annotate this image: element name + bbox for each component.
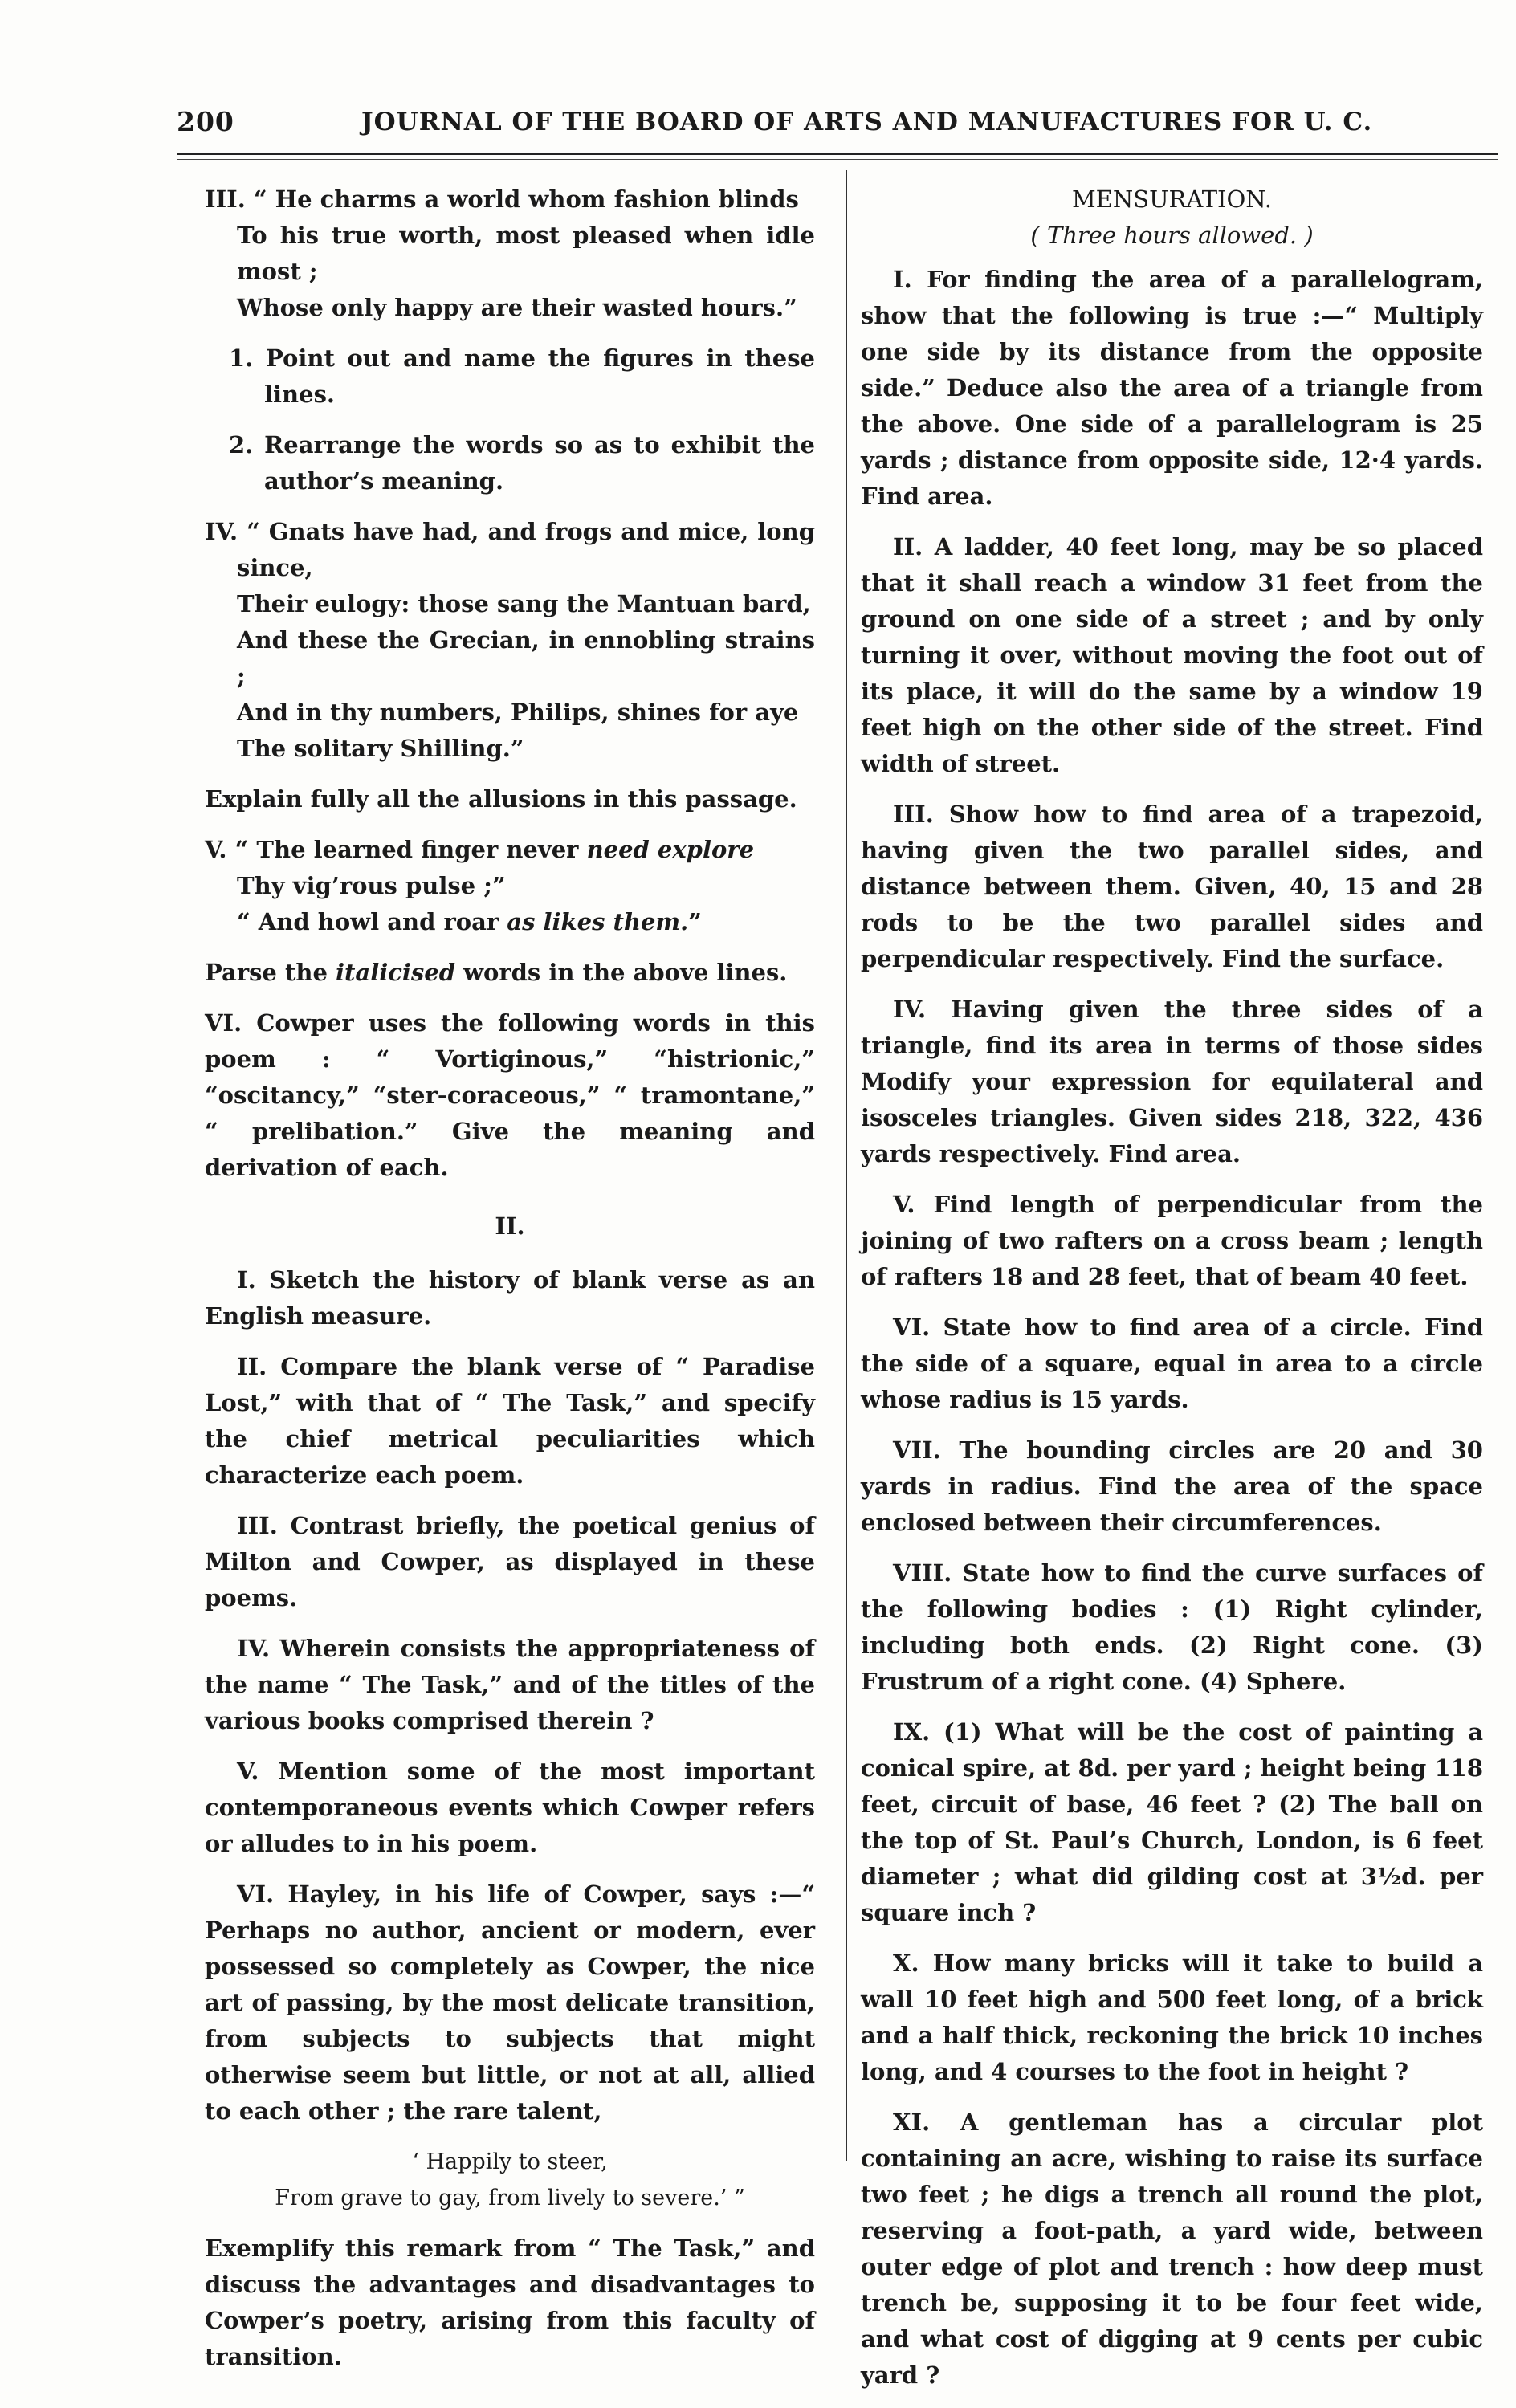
problem-paragraph: XI. A gentleman has a circular plot containing an acre, wishing to raise its surface two feet ; he digs a trench all round the plot, reserving a foot-path, a yard wide, between outer edge of plot and trench : how deep must trench be, supposing it to be four feet wide, and what cost of digging at 9 cents per cubic yard ? [861,2109,1483,2389]
verse-line: Whose only happy are their wasted hours.” [237,294,797,321]
italic-word: italicised [336,959,455,986]
problem-paragraph: IX. (1) What will be the cost of painting a conical spire, at 8d. per yard ; height being 118 feet, circuit of base, 46 feet ? (2) The ball on the top of St. Paul’s Church, London, is 6 feet diameter ; what did gilding cost at 3½d. per square inch ? [861,1718,1483,1926]
question-4-quote [205,514,815,767]
subquestion: 1. Point out and name the figures in these lines. [229,344,815,408]
right-column [861,181,1483,2408]
verse-line: And these the Grecian, in ennobling strains ; [237,626,815,690]
question-paragraph: I. Sketch the history of blank verse as an English measure. [205,1266,815,1330]
header-rule [177,153,1498,155]
inset-quote-line: From grave to gay, from lively to severe.’ ” [275,2186,745,2210]
question-paragraph: V. Mention some of the most important contemporaneous events which Cowper refers or alludes to in his poem. [205,1758,815,1857]
question-number: V. [205,836,227,863]
verse-line: “ Gnats have had, and frogs and mice, long since, [237,518,815,581]
problem-paragraph: VIII. State how to find the curve surfaces of the following bodies : (1) Right cylinder, including both ends. (2) Right cone. (3) Frustrum of a right cone. (4) Sphere. [861,1559,1483,1695]
question-paragraph: IV. Wherein consists the appropriateness of the name “ The Task,” and of the titles of the various books comprised therein ? [205,1635,815,1734]
question-6: VI. Cowper uses the following words in this poem : “ Vortiginous,” “histrionic,” “oscitancy,” “ster-coraceous,” “ tramontane,” “ prelibation.” Give the meaning and derivation of each. [205,1009,815,1181]
question-paragraph: III. Contrast briefly, the poetical genius of Milton and Cowper, as displayed in these poems. [205,1512,815,1611]
verse-line: Thy vig’rous pulse ;” [237,872,506,899]
inset-quote-line: ‘ Happily to steer, [412,2149,608,2174]
problem-paragraph: III. Show how to find area of a trapezoid, having given the two parallel sides, and distance between them. Given, 40, 15 and 28 rods to be the two parallel sides and perpendicular respectively. Find the surface. [861,801,1483,972]
quote-close: ” [688,908,702,935]
question-paragraph: Exemplify this remark from “ The Task,” and discuss the advantages and disadvantages to Cowper’s poetry, arising from this faculty of transition. [205,2235,815,2370]
problem-paragraph: V. Find length of perpendicular from the joining of two rafters on a cross beam ; length of rafters 18 and 28 feet, that of beam 40 feet. [861,1191,1483,1290]
question-3-quote [205,181,815,326]
verse-line: Their eulogy: those sang the Mantuan bard, [237,590,811,617]
verse-line: “ He charms a world whom fashion blinds [253,185,799,213]
section-heading: II. [495,1212,525,1240]
header-rule-thin [177,159,1498,160]
running-header [177,100,1494,148]
task-text: words in the above lines. [454,959,788,986]
question-5-quote [205,832,815,940]
problem-paragraph: IV. Having given the three sides of a triangle, find its area in terms of those sides Modify your expression for equilateral and isosceles triangles. Given sides 218, 322, 436 yards respectively. Find area. [861,996,1483,1167]
question-number: III. [205,185,246,213]
question-paragraph: II. Compare the blank verse of “ Paradise Lost,” with that of “ The Task,” and specify the chief metrical peculiarities which characterize each poem. [205,1353,815,1489]
column-divider [846,170,847,2161]
problem-paragraph: II. A ladder, 40 feet long, may be so placed that it shall reach a window 31 feet from the ground on one side of a street ; and by only turning it over, without moving the foot out of its place, it will do the same by a window 19 feet high on the other side of the street. Find width of street. [861,533,1483,777]
question-number: IV. [205,518,238,545]
question-5-task [205,955,815,991]
section-subtitle: ( Three hours allowed. ) [1030,222,1314,249]
question-paragraph: VI. Hayley, in his life of Cowper, says :—“ Perhaps no author, ancient or modern, ever possessed so completely as Cowper, the nice art of passing, by the most delicate transition, from subjects to subjects that might otherwise seem but little, or not at all, allied to each other ; the rare talent, [205,1880,815,2125]
question-4-task: Explain fully all the allusions in this passage. [205,785,797,813]
section-title: MENSURATION. [1071,185,1273,213]
verse-line: And in thy numbers, Philips, shines for aye [237,699,799,726]
task-text: Parse the [205,959,336,986]
left-column [205,181,815,2390]
problem-paragraph: I. For finding the area of a parallelogram, show that the following is true :—“ Multiply one side by its distance from the opposite side.” Deduce also the area of a triangle from the above. One side of a parallelogram is 25 yards ; distance from opposite side, 12·4 yards. Find area. [861,266,1483,510]
verse-line: “ And howl and roar [237,908,507,935]
journal-title: JOURNAL OF THE BOARD OF ARTS AND MANUFACTURES FOR U. C. [361,108,1373,136]
problem-paragraph: VI. State how to find area of a circle. Find the side of a square, equal in area to a circle whose radius is 15 yards. [861,1314,1483,1413]
problem-paragraph: VII. The bounding circles are 20 and 30 yards in radius. Find the area of the space enclosed between their circumferences. [861,1436,1483,1536]
subquestion: 2. Rearrange the words so as to exhibit the author’s meaning. [229,431,815,495]
problem-paragraph: X. How many bricks will it take to build a wall 10 feet high and 500 feet long, of a brick and a half thick, reckoning the brick 10 inches long, and 4 courses to the foot in height ? [861,1950,1483,2085]
italic-phrase: as likes them. [507,908,689,935]
page-number: 200 [177,106,234,137]
verse-line: To his true worth, most pleased when idle most ; [237,222,815,285]
verse-line: “ The learned finger never [234,836,587,863]
italic-phrase: need explore [586,836,755,863]
verse-line: The solitary Shilling.” [237,735,524,762]
